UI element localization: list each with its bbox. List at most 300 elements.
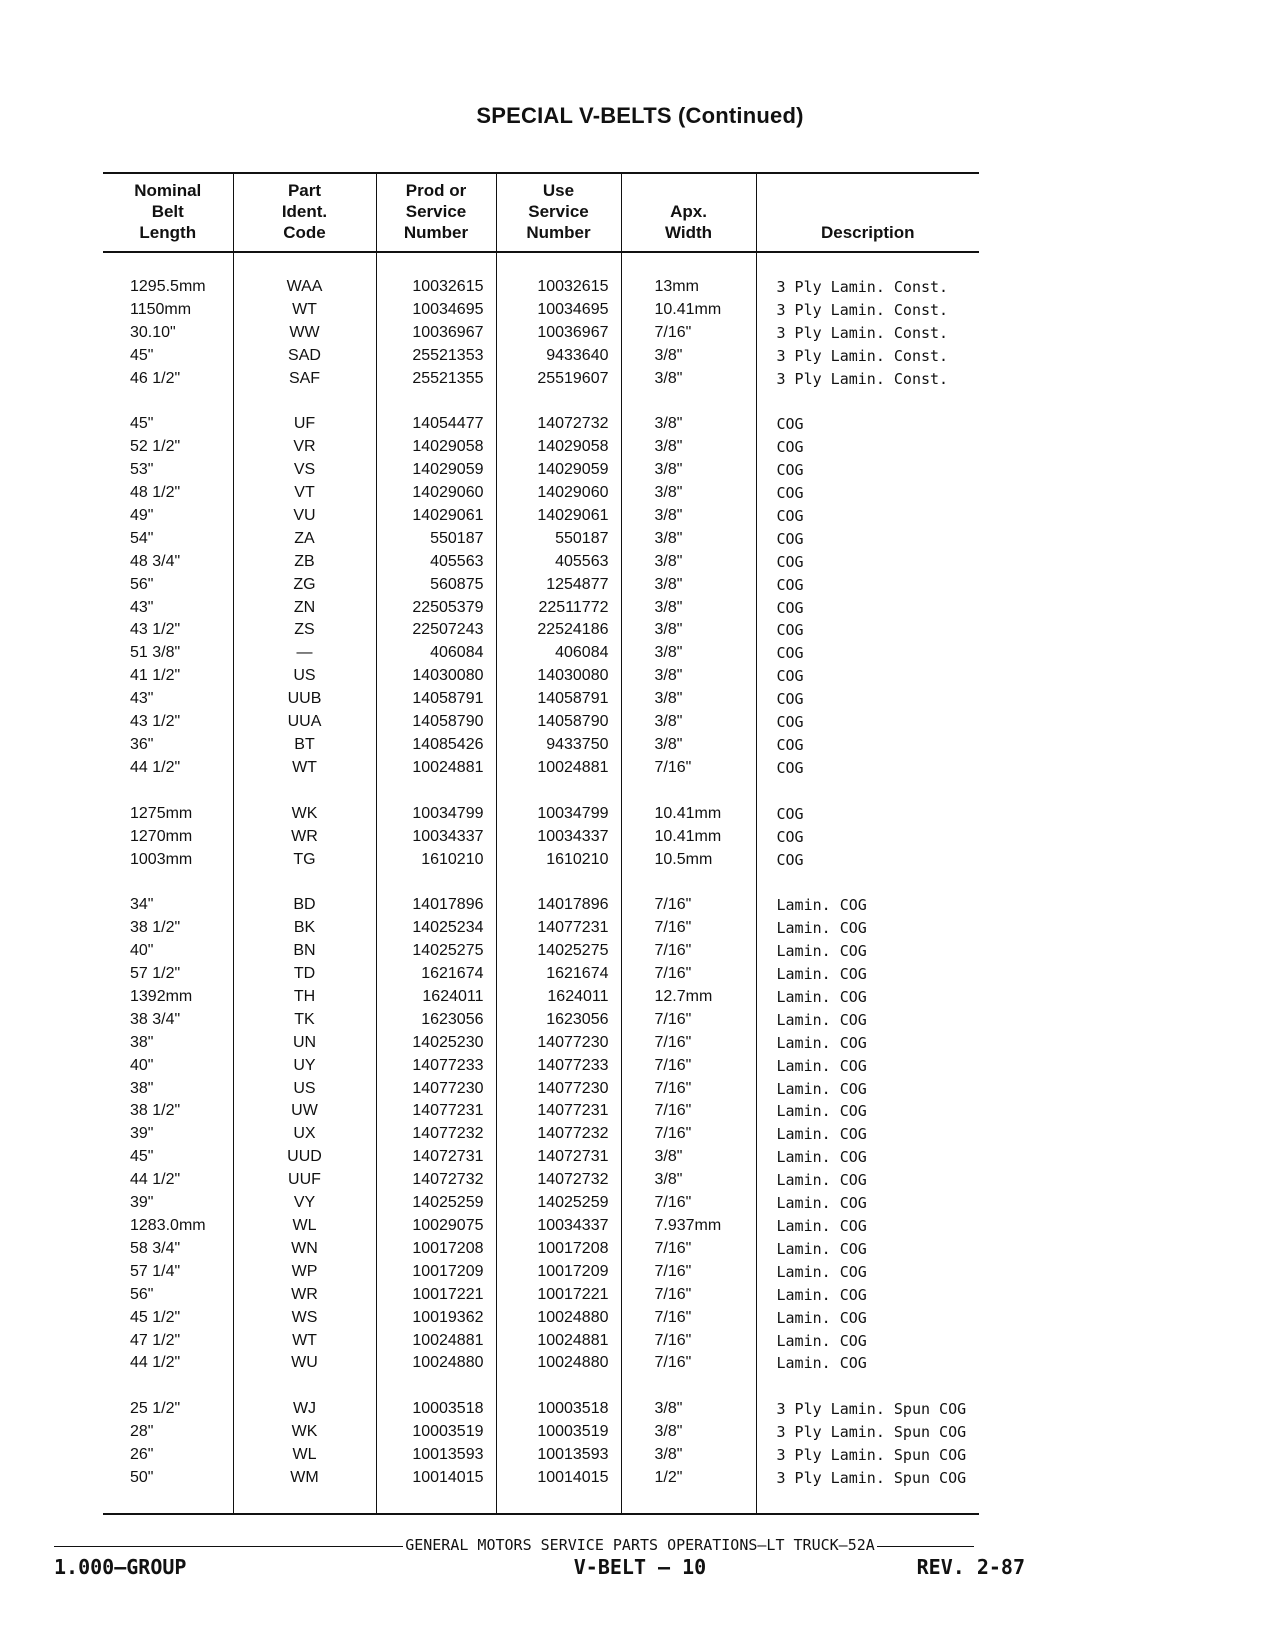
- cell-prod-number: 14025230: [376, 1032, 496, 1055]
- cell-belt-length: 38 3/4": [130, 1010, 181, 1028]
- cell-use-number: 10024880: [496, 1307, 621, 1330]
- table-row: [103, 574, 979, 597]
- cell-description: COG: [756, 688, 979, 711]
- spacer-cell: [376, 780, 496, 803]
- table-row: [103, 849, 979, 872]
- cell-width: 3/8": [621, 551, 756, 574]
- table-row: [103, 482, 979, 505]
- spacer-cell: [496, 1490, 621, 1514]
- spacer-cell: [496, 252, 621, 276]
- footer-group: 1.000—GROUP: [54, 1555, 187, 1579]
- spacer-cell: [756, 1490, 979, 1514]
- table-row: [103, 711, 979, 734]
- cell-prod-number: 1621674: [376, 963, 496, 986]
- cell-part-code: WT: [233, 757, 376, 780]
- spacer-cell: [376, 1490, 496, 1514]
- cell-width: 3/8": [621, 505, 756, 528]
- cell-part-code: BT: [233, 734, 376, 757]
- cell-prod-number: 10017221: [376, 1284, 496, 1307]
- table-row: [103, 940, 979, 963]
- cell-belt-length: 40": [130, 942, 154, 960]
- cell-use-number: 14030080: [496, 665, 621, 688]
- cell-description: Lamin. COG: [756, 1192, 979, 1215]
- spacer-cell: [103, 871, 233, 894]
- table-row: [103, 1009, 979, 1032]
- cell-part-code: WAA: [233, 276, 376, 299]
- cell-part-code: VT: [233, 482, 376, 505]
- cell-width: 7/16": [621, 1123, 756, 1146]
- cell-part-code: WS: [233, 1307, 376, 1330]
- cell-description: 3 Ply Lamin. Spun COG: [756, 1444, 979, 1467]
- cell-part-code: UN: [233, 1032, 376, 1055]
- cell-description: COG: [756, 551, 979, 574]
- cell-part-code: WK: [233, 1421, 376, 1444]
- cell-part-code: SAF: [233, 368, 376, 391]
- cell-belt-length: 45": [130, 415, 154, 433]
- spacer-cell: [233, 780, 376, 803]
- spacer-cell: [103, 252, 233, 276]
- cell-width: 7/16": [621, 1009, 756, 1032]
- cell-prod-number: 14029061: [376, 505, 496, 528]
- cell-part-code: TH: [233, 986, 376, 1009]
- cell-prod-number: 1623056: [376, 1009, 496, 1032]
- cell-prod-number: 14025275: [376, 940, 496, 963]
- cell-description: COG: [756, 849, 979, 872]
- spacer-cell: [103, 780, 233, 803]
- header-use-service-number: Use Service Number: [496, 173, 621, 252]
- cell-belt-length: 52 1/2": [130, 438, 181, 456]
- cell-width: 7/16": [621, 1352, 756, 1375]
- cell-description: COG: [756, 597, 979, 620]
- cell-description: COG: [756, 665, 979, 688]
- spacer-cell: [496, 390, 621, 413]
- cell-width: 3/8": [621, 665, 756, 688]
- cell-prod-number: 22507243: [376, 619, 496, 642]
- cell-width: 7/16": [621, 1055, 756, 1078]
- cell-part-code: VR: [233, 436, 376, 459]
- header-approx-width: Apx. Width: [621, 173, 756, 252]
- table-row: [103, 1352, 979, 1375]
- cell-part-code: WR: [233, 826, 376, 849]
- cell-description: 3 Ply Lamin. Const.: [756, 299, 979, 322]
- cell-description: COG: [756, 574, 979, 597]
- cell-belt-length: 1283.0mm: [130, 1217, 206, 1234]
- cell-part-code: SAD: [233, 345, 376, 368]
- cell-part-code: WW: [233, 322, 376, 345]
- vbelt-table-container: [103, 172, 979, 1515]
- cell-belt-length: 39": [130, 1194, 154, 1212]
- cell-description: Lamin. COG: [756, 1123, 979, 1146]
- cell-belt-length: 38": [130, 1079, 154, 1097]
- cell-width: 7/16": [621, 1032, 756, 1055]
- cell-belt-length: 34": [130, 896, 154, 914]
- cell-description: Lamin. COG: [756, 1146, 979, 1169]
- cell-description: 3 Ply Lamin. Spun COG: [756, 1467, 979, 1490]
- table-row: [103, 1330, 979, 1353]
- cell-use-number: 10017209: [496, 1261, 621, 1284]
- cell-part-code: WR: [233, 1284, 376, 1307]
- cell-width: 7/16": [621, 1307, 756, 1330]
- cell-part-code: UF: [233, 413, 376, 436]
- cell-belt-length: 28": [130, 1423, 154, 1441]
- cell-part-code: UX: [233, 1123, 376, 1146]
- cell-prod-number: 1624011: [376, 986, 496, 1009]
- cell-width: 7/16": [621, 963, 756, 986]
- cell-width: 3/8": [621, 711, 756, 734]
- cell-belt-length: 57 1/2": [130, 965, 181, 983]
- cell-width: 1/2": [621, 1467, 756, 1490]
- cell-description: Lamin. COG: [756, 917, 979, 940]
- table-row: [103, 1307, 979, 1330]
- table-row: [103, 734, 979, 757]
- table-row: [103, 1238, 979, 1261]
- table-row: [103, 1146, 979, 1169]
- spacer-cell: [621, 871, 756, 894]
- cell-description: 3 Ply Lamin. Spun COG: [756, 1421, 979, 1444]
- cell-width: 3/8": [621, 688, 756, 711]
- cell-prod-number: 10019362: [376, 1307, 496, 1330]
- spacer-row: [103, 252, 979, 276]
- cell-prod-number: 550187: [376, 528, 496, 551]
- spacer-cell: [756, 252, 979, 276]
- cell-prod-number: 10017208: [376, 1238, 496, 1261]
- cell-description: COG: [756, 803, 979, 826]
- cell-belt-length: 48 1/2": [130, 484, 181, 502]
- table-row: [103, 276, 979, 299]
- cell-belt-length: 38 1/2": [130, 919, 181, 937]
- cell-belt-length: 47 1/2": [130, 1331, 181, 1349]
- table-row: [103, 1123, 979, 1146]
- cell-part-code: WK: [233, 803, 376, 826]
- cell-width: 3/8": [621, 734, 756, 757]
- spacer-row: [103, 1375, 979, 1398]
- cell-use-number: 10034337: [496, 1215, 621, 1238]
- cell-prod-number: 14077233: [376, 1055, 496, 1078]
- cell-width: 3/8": [621, 482, 756, 505]
- cell-description: Lamin. COG: [756, 1330, 979, 1353]
- cell-description: 3 Ply Lamin. Const.: [756, 322, 979, 345]
- cell-prod-number: 405563: [376, 551, 496, 574]
- cell-belt-length: 1270mm: [130, 827, 193, 845]
- cell-use-number: 10024881: [496, 757, 621, 780]
- table-row: [103, 757, 979, 780]
- cell-part-code: BN: [233, 940, 376, 963]
- cell-part-code: VU: [233, 505, 376, 528]
- cell-width: 7/16": [621, 917, 756, 940]
- cell-description: Lamin. COG: [756, 986, 979, 1009]
- cell-prod-number: 25521355: [376, 368, 496, 391]
- table-row: [103, 986, 979, 1009]
- cell-width: 3/8": [621, 1444, 756, 1467]
- table-row: [103, 1284, 979, 1307]
- table-row: [103, 322, 979, 345]
- cell-belt-length: 1150mm: [130, 300, 192, 318]
- cell-part-code: —: [233, 642, 376, 665]
- cell-prod-number: 10024880: [376, 1352, 496, 1375]
- table-row: [103, 826, 979, 849]
- cell-prod-number: 10024881: [376, 757, 496, 780]
- cell-use-number: 14072731: [496, 1146, 621, 1169]
- cell-belt-length: 26": [130, 1446, 154, 1464]
- cell-prod-number: 1610210: [376, 849, 496, 872]
- spacer-cell: [103, 390, 233, 413]
- cell-width: 7/16": [621, 757, 756, 780]
- cell-description: 3 Ply Lamin. Const.: [756, 276, 979, 299]
- cell-prod-number: 14029058: [376, 436, 496, 459]
- cell-use-number: 10034337: [496, 826, 621, 849]
- cell-belt-length: 25 1/2": [130, 1400, 181, 1418]
- header-description: Description: [756, 173, 979, 252]
- table-body: [103, 252, 979, 1514]
- cell-belt-length: 44 1/2": [130, 1171, 181, 1189]
- cell-width: 3/8": [621, 619, 756, 642]
- table-row: [103, 642, 979, 665]
- header-belt-length: Nominal Belt Length: [103, 173, 233, 252]
- cell-width: 7/16": [621, 940, 756, 963]
- spacer-cell: [376, 252, 496, 276]
- cell-width: 7.937mm: [621, 1215, 756, 1238]
- table-row: [103, 665, 979, 688]
- cell-use-number: 14025259: [496, 1192, 621, 1215]
- cell-width: 7/16": [621, 322, 756, 345]
- cell-description: COG: [756, 619, 979, 642]
- cell-belt-length: 43": [130, 690, 154, 708]
- spacer-cell: [376, 1375, 496, 1398]
- table-row: [103, 1444, 979, 1467]
- cell-belt-length: 30.10": [130, 323, 176, 341]
- cell-width: 3/8": [621, 1421, 756, 1444]
- cell-prod-number: 10014015: [376, 1467, 496, 1490]
- cell-belt-length: 46 1/2": [130, 369, 181, 387]
- spacer-cell: [756, 1375, 979, 1398]
- table-row: [103, 894, 979, 917]
- spacer-cell: [376, 871, 496, 894]
- table-row: [103, 619, 979, 642]
- cell-use-number: 10017208: [496, 1238, 621, 1261]
- cell-prod-number: 10036967: [376, 322, 496, 345]
- table-row: [103, 1261, 979, 1284]
- cell-use-number: 14058790: [496, 711, 621, 734]
- spacer-cell: [621, 1490, 756, 1514]
- spacer-cell: [233, 871, 376, 894]
- cell-use-number: 550187: [496, 528, 621, 551]
- cell-belt-length: 43 1/2": [130, 713, 181, 731]
- cell-belt-length: 49": [130, 506, 154, 524]
- cell-width: 10.41mm: [621, 299, 756, 322]
- cell-belt-length: 44 1/2": [130, 758, 181, 776]
- cell-belt-length: 43 1/2": [130, 621, 181, 639]
- cell-width: 7/16": [621, 1100, 756, 1123]
- cell-belt-length: 58 3/4": [130, 1239, 181, 1257]
- cell-belt-length: 45 1/2": [130, 1308, 181, 1326]
- cell-width: 7/16": [621, 1284, 756, 1307]
- table-row: [103, 368, 979, 391]
- cell-description: Lamin. COG: [756, 1238, 979, 1261]
- cell-belt-length: 40": [130, 1056, 154, 1074]
- cell-prod-number: 14054477: [376, 413, 496, 436]
- cell-belt-length: 1003mm: [130, 850, 193, 868]
- cell-part-code: TK: [233, 1009, 376, 1032]
- cell-description: COG: [756, 505, 979, 528]
- footer-page-number: V-BELT — 10: [573, 1555, 707, 1579]
- cell-prod-number: 10003518: [376, 1398, 496, 1421]
- cell-prod-number: 14077231: [376, 1100, 496, 1123]
- cell-width: 3/8": [621, 345, 756, 368]
- cell-prod-number: 14030080: [376, 665, 496, 688]
- cell-use-number: 10014015: [496, 1467, 621, 1490]
- table-row: [103, 436, 979, 459]
- cell-description: Lamin. COG: [756, 1055, 979, 1078]
- table-row: [103, 963, 979, 986]
- cell-description: COG: [756, 757, 979, 780]
- cell-width: 7/16": [621, 1261, 756, 1284]
- table-row: [103, 917, 979, 940]
- cell-description: COG: [756, 642, 979, 665]
- footer-publisher-line: GENERAL MOTORS SERVICE PARTS OPERATIONS—LT TRUCK—52A: [405, 1536, 875, 1554]
- cell-prod-number: 14017896: [376, 894, 496, 917]
- cell-part-code: ZN: [233, 597, 376, 620]
- table-row: [103, 1078, 979, 1101]
- cell-belt-length: 1295.5mm: [130, 277, 206, 295]
- spacer-cell: [621, 252, 756, 276]
- cell-use-number: 14029058: [496, 436, 621, 459]
- cell-width: 10.41mm: [621, 826, 756, 849]
- cell-part-code: WU: [233, 1352, 376, 1375]
- cell-width: 3/8": [621, 528, 756, 551]
- cell-use-number: 14029059: [496, 459, 621, 482]
- cell-belt-length: 56": [130, 575, 154, 593]
- cell-description: Lamin. COG: [756, 894, 979, 917]
- cell-part-code: US: [233, 1078, 376, 1101]
- table-row: [103, 1215, 979, 1238]
- cell-width: 3/8": [621, 1146, 756, 1169]
- cell-description: Lamin. COG: [756, 1261, 979, 1284]
- cell-width: 3/8": [621, 597, 756, 620]
- cell-description: Lamin. COG: [756, 1215, 979, 1238]
- table-row: [103, 1467, 979, 1490]
- cell-width: 7/16": [621, 1238, 756, 1261]
- vbelt-table: [103, 172, 979, 1515]
- cell-prod-number: 10024881: [376, 1330, 496, 1353]
- cell-belt-length: 57 1/4": [130, 1262, 181, 1280]
- table-header-row: [103, 173, 979, 252]
- header-part-ident-code: Part Ident. Code: [233, 173, 376, 252]
- cell-part-code: TG: [233, 849, 376, 872]
- cell-use-number: 22511772: [496, 597, 621, 620]
- cell-use-number: 10032615: [496, 276, 621, 299]
- cell-prod-number: 10003519: [376, 1421, 496, 1444]
- cell-use-number: 14025275: [496, 940, 621, 963]
- cell-description: Lamin. COG: [756, 940, 979, 963]
- cell-use-number: 14072732: [496, 1169, 621, 1192]
- table-row: [103, 528, 979, 551]
- table-row: [103, 1100, 979, 1123]
- spacer-cell: [756, 780, 979, 803]
- cell-use-number: 14017896: [496, 894, 621, 917]
- cell-prod-number: 14077232: [376, 1123, 496, 1146]
- cell-description: Lamin. COG: [756, 1284, 979, 1307]
- cell-use-number: 10034799: [496, 803, 621, 826]
- cell-use-number: 14077230: [496, 1032, 621, 1055]
- cell-part-code: ZS: [233, 619, 376, 642]
- cell-prod-number: 10032615: [376, 276, 496, 299]
- cell-use-number: 1623056: [496, 1009, 621, 1032]
- cell-belt-length: 1392mm: [130, 987, 193, 1005]
- cell-part-code: ZA: [233, 528, 376, 551]
- cell-prod-number: 10013593: [376, 1444, 496, 1467]
- spacer-cell: [621, 780, 756, 803]
- cell-description: COG: [756, 459, 979, 482]
- table-row: [103, 688, 979, 711]
- cell-prod-number: 14085426: [376, 734, 496, 757]
- cell-prod-number: 14029060: [376, 482, 496, 505]
- table-row: [103, 597, 979, 620]
- cell-width: 3/8": [621, 1169, 756, 1192]
- table-row: [103, 299, 979, 322]
- table-row: [103, 1398, 979, 1421]
- cell-use-number: 10024881: [496, 1330, 621, 1353]
- cell-prod-number: 10029075: [376, 1215, 496, 1238]
- cell-use-number: 9433750: [496, 734, 621, 757]
- cell-width: 3/8": [621, 368, 756, 391]
- cell-prod-number: 10034337: [376, 826, 496, 849]
- cell-belt-length: 39": [130, 1125, 154, 1143]
- cell-part-code: TD: [233, 963, 376, 986]
- cell-description: Lamin. COG: [756, 963, 979, 986]
- page-title: SPECIAL V-BELTS (Continued): [476, 103, 804, 128]
- cell-description: COG: [756, 734, 979, 757]
- cell-belt-length: 45": [130, 1148, 154, 1166]
- cell-description: Lamin. COG: [756, 1078, 979, 1101]
- cell-width: 10.41mm: [621, 803, 756, 826]
- spacer-cell: [233, 1490, 376, 1514]
- spacer-cell: [233, 1375, 376, 1398]
- spacer-cell: [103, 1490, 233, 1514]
- cell-description: COG: [756, 711, 979, 734]
- cell-use-number: 14029061: [496, 505, 621, 528]
- cell-use-number: 14072732: [496, 413, 621, 436]
- cell-width: 3/8": [621, 436, 756, 459]
- cell-belt-length: 1275mm: [130, 804, 193, 822]
- cell-use-number: 1610210: [496, 849, 621, 872]
- cell-prod-number: 14029059: [376, 459, 496, 482]
- table-row: [103, 1169, 979, 1192]
- cell-use-number: 406084: [496, 642, 621, 665]
- cell-description: Lamin. COG: [756, 1169, 979, 1192]
- cell-width: 3/8": [621, 413, 756, 436]
- table-row: [103, 551, 979, 574]
- cell-width: 3/8": [621, 1398, 756, 1421]
- cell-description: Lamin. COG: [756, 1100, 979, 1123]
- footer-revision: REV. 2-87: [916, 1555, 1025, 1579]
- cell-description: COG: [756, 482, 979, 505]
- cell-part-code: WP: [233, 1261, 376, 1284]
- cell-use-number: 10013593: [496, 1444, 621, 1467]
- cell-belt-length: 43": [130, 598, 154, 616]
- cell-belt-length: 44 1/2": [130, 1354, 181, 1372]
- cell-width: 12.7mm: [621, 986, 756, 1009]
- cell-description: COG: [756, 413, 979, 436]
- cell-use-number: 405563: [496, 551, 621, 574]
- cell-prod-number: 14072732: [376, 1169, 496, 1192]
- cell-use-number: 14077233: [496, 1055, 621, 1078]
- cell-part-code: US: [233, 665, 376, 688]
- spacer-cell: [621, 1375, 756, 1398]
- cell-prod-number: 14072731: [376, 1146, 496, 1169]
- table-row: [103, 1055, 979, 1078]
- spacer-cell: [376, 390, 496, 413]
- cell-prod-number: 560875: [376, 574, 496, 597]
